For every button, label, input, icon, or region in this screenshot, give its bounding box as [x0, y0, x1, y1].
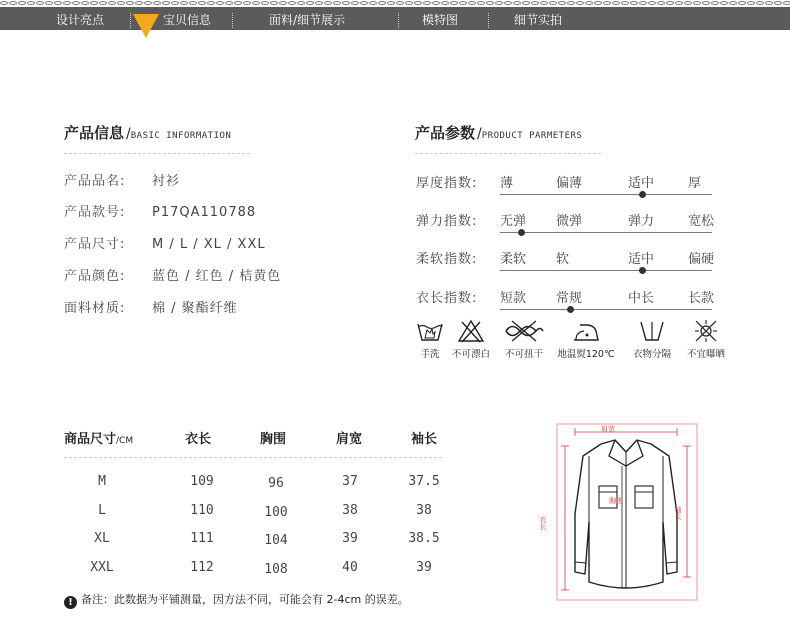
nav-tab-detail-photos[interactable]: 细节实拍 — [514, 13, 563, 27]
params-title: 产品参数 — [415, 124, 476, 142]
size-value: 96 — [268, 476, 284, 491]
info-row-name — [64, 170, 180, 189]
chain-link — [90, 1, 98, 5]
param-option: 宽松 — [688, 214, 715, 229]
chain-link — [378, 1, 386, 5]
chest-label: 胸围 — [609, 497, 623, 505]
chain-link — [189, 1, 197, 5]
info-label: 产品尺寸: — [64, 237, 126, 252]
chain-link — [243, 1, 251, 5]
size-value: 108 — [264, 562, 288, 577]
shirt-icon — [553, 422, 713, 602]
info-label: 产品品名: — [64, 174, 126, 189]
chain-link — [162, 1, 170, 5]
size-label: XL — [94, 531, 110, 546]
chain-link — [621, 1, 629, 5]
param-option: 长款 — [688, 291, 715, 306]
chain-link — [450, 1, 458, 5]
chain-link — [513, 1, 521, 5]
chain-link — [657, 1, 665, 5]
param-scale-line — [500, 270, 712, 271]
info-row-sku — [64, 201, 256, 220]
chain-link — [504, 1, 512, 5]
chain-link — [405, 1, 413, 5]
care-low-iron — [556, 318, 616, 360]
chain-link — [423, 1, 431, 5]
active-tab-indicator — [133, 14, 159, 38]
chain-link — [468, 1, 476, 5]
param-row — [416, 287, 721, 317]
care-caption: 不可漂白 — [451, 349, 490, 360]
param-option: 柔软 — [500, 252, 527, 267]
chain-link — [144, 1, 152, 5]
shirt-measurement-diagram — [539, 422, 713, 602]
params-title-en: PRODUCT PARMETERS — [481, 131, 583, 141]
chain-link — [522, 1, 530, 5]
top-navigation — [0, 0, 790, 30]
chain-link — [441, 1, 449, 5]
chain-link — [216, 1, 224, 5]
col-header-shoulder: 肩宽 — [336, 432, 363, 447]
chain-link — [45, 1, 53, 5]
chain-link — [675, 1, 683, 5]
param-label: 厚度指数: — [416, 176, 478, 191]
param-scale-line — [500, 232, 712, 233]
size-table-title-text: 商品尺寸 — [64, 432, 117, 447]
size-value: 111 — [190, 531, 214, 546]
param-scale-line — [500, 309, 712, 310]
size-label: XXL — [90, 560, 114, 575]
param-option: 中长 — [628, 291, 655, 306]
separate-wash-icon — [637, 318, 667, 344]
chain-link — [234, 1, 242, 5]
chain-link — [603, 1, 611, 5]
param-option: 无弹 — [500, 214, 527, 229]
low-iron-icon — [570, 318, 602, 344]
chain-link — [72, 1, 80, 5]
chain-link — [153, 1, 161, 5]
care-no-bleach — [441, 318, 501, 360]
param-option: 常规 — [556, 291, 583, 306]
chain-link — [594, 1, 602, 5]
chain-link — [495, 1, 503, 5]
info-value: P17QA110788 — [152, 205, 257, 220]
col-header-chest: 胸围 — [260, 432, 287, 447]
chain-link — [279, 1, 287, 5]
care-caption: 手洗 — [420, 349, 440, 360]
chain-link — [342, 1, 350, 5]
size-value: 37 — [342, 474, 358, 489]
size-value: 110 — [190, 503, 214, 518]
chain-link — [288, 1, 296, 5]
chain-link — [459, 1, 467, 5]
chain-link — [207, 1, 215, 5]
param-label: 柔软指数: — [416, 252, 478, 267]
param-scale-marker — [567, 306, 574, 313]
divider — [415, 153, 601, 154]
param-option: 弹力 — [628, 214, 655, 229]
nav-tab-fabric-detail[interactable]: 面料/细节展示 — [269, 13, 346, 27]
chain-link — [486, 1, 494, 5]
chain-link — [432, 1, 440, 5]
care-caption: 衣物分隔 — [632, 349, 671, 360]
size-value: 39 — [416, 560, 432, 575]
divider — [64, 457, 442, 458]
care-no-sun-dry — [676, 318, 736, 360]
size-value: 39 — [342, 531, 358, 546]
chain-link — [783, 1, 790, 5]
note-text: 备注：此数据为平铺测量，因方法不同，可能会有 2-4cm 的误差。 — [81, 593, 409, 606]
nav-tab-model[interactable]: 模特图 — [422, 13, 459, 27]
chain-link — [414, 1, 422, 5]
shoulder-label: 肩宽 — [601, 425, 615, 433]
chain-link — [531, 1, 539, 5]
chain-link — [99, 1, 107, 5]
chain-link — [729, 1, 737, 5]
chain-link — [108, 1, 116, 5]
param-option: 厚 — [688, 176, 702, 191]
chain-link — [81, 1, 89, 5]
chain-link — [0, 1, 8, 5]
info-label: 产品款号: — [64, 205, 126, 220]
chain-link — [18, 1, 26, 5]
size-value: 104 — [264, 533, 288, 548]
size-value: 38.5 — [408, 531, 440, 546]
chain-link — [324, 1, 332, 5]
chain-link — [54, 1, 62, 5]
size-value: 40 — [342, 560, 358, 575]
size-value: 38 — [342, 503, 358, 518]
param-row — [416, 172, 721, 202]
chain-link — [630, 1, 638, 5]
chain-link — [540, 1, 548, 5]
nav-divider — [130, 13, 131, 28]
nav-tab-product-info[interactable]: 宝贝信息 — [163, 13, 212, 27]
size-value: 100 — [264, 505, 288, 520]
chain-link — [9, 1, 17, 5]
chain-link — [198, 1, 206, 5]
chain-link — [585, 1, 593, 5]
info-title: 产品信息 — [64, 124, 125, 142]
param-scale-line — [500, 194, 712, 195]
chain-link — [63, 1, 71, 5]
info-row-size — [64, 233, 266, 252]
param-option: 薄 — [500, 176, 514, 191]
size-label: M — [98, 474, 106, 489]
no-sun-dry-icon — [691, 318, 721, 344]
chain-link — [477, 1, 485, 5]
size-value: 37.5 — [408, 474, 440, 489]
chain-link — [720, 1, 728, 5]
info-value: 衬衫 — [152, 174, 181, 189]
chain-link — [648, 1, 656, 5]
chain-link — [306, 1, 314, 5]
no-wring-icon — [502, 318, 546, 344]
param-row — [416, 210, 721, 240]
size-value: 109 — [190, 474, 214, 489]
nav-divider — [488, 13, 489, 28]
chain-link — [666, 1, 674, 5]
chain-link — [351, 1, 359, 5]
info-row-color — [64, 265, 281, 284]
care-no-wring — [494, 318, 554, 360]
care-caption: 地温熨120℃ — [557, 349, 615, 360]
chain-link — [396, 1, 404, 5]
no-bleach-icon — [456, 318, 486, 344]
chain-link — [27, 1, 35, 5]
nav-tab-design[interactable]: 设计亮点 — [56, 13, 105, 27]
chain-link — [702, 1, 710, 5]
nav-divider — [398, 13, 399, 28]
info-value: 蓝色 / 红色 / 桔黄色 — [152, 269, 282, 284]
care-separate-wash — [622, 318, 682, 360]
chain-link — [135, 1, 143, 5]
chain-link — [612, 1, 620, 5]
param-label: 衣长指数: — [416, 291, 478, 306]
chain-link — [171, 1, 179, 5]
chain-link — [558, 1, 566, 5]
chain-link — [738, 1, 746, 5]
chain-link — [297, 1, 305, 5]
divider — [64, 153, 250, 154]
chain-link — [225, 1, 233, 5]
col-header-length: 衣长 — [185, 432, 212, 447]
info-title-en: BASIC INFORMATION — [130, 131, 232, 141]
size-value: 112 — [190, 560, 214, 575]
chain-link — [261, 1, 269, 5]
length-label: 衣长 — [539, 516, 547, 530]
chain-border — [0, 0, 790, 7]
chain-link — [180, 1, 188, 5]
chain-link — [639, 1, 647, 5]
care-caption: 不宜曝晒 — [686, 349, 725, 360]
info-value: 棉 / 聚酯纤维 — [152, 301, 238, 316]
info-label: 面料材质: — [64, 301, 126, 316]
chain-link — [369, 1, 377, 5]
size-table-unit: /CM — [116, 436, 134, 446]
measurement-note — [64, 591, 409, 609]
col-header-sleeve: 袖长 — [411, 432, 438, 447]
chain-link — [36, 1, 44, 5]
chain-link — [756, 1, 764, 5]
nav-divider — [232, 13, 233, 28]
chain-link — [576, 1, 584, 5]
info-value: M / L / XL / XXL — [152, 237, 266, 252]
chain-link — [360, 1, 368, 5]
chain-link — [387, 1, 395, 5]
param-label: 弹力指数: — [416, 214, 478, 229]
chain-link — [684, 1, 692, 5]
info-row-material — [64, 297, 238, 316]
info-heading: 产品信息 /BASIC INFORMATION — [64, 124, 232, 142]
param-scale-marker — [518, 229, 525, 236]
chain-link — [693, 1, 701, 5]
param-option: 适中 — [628, 252, 655, 267]
info-label: 产品颜色: — [64, 269, 126, 284]
params-heading: 产品参数 /PRODUCT PARMETERS — [415, 124, 583, 142]
param-scale-marker — [639, 267, 646, 274]
param-scale-marker — [639, 191, 646, 198]
chain-link — [315, 1, 323, 5]
param-option: 偏薄 — [556, 176, 583, 191]
chain-link — [711, 1, 719, 5]
size-table-title — [64, 428, 133, 447]
sleeve-label: 袖长 — [674, 506, 682, 520]
param-option: 偏硬 — [688, 252, 715, 267]
chain-link — [252, 1, 260, 5]
chain-link — [765, 1, 773, 5]
param-option: 适中 — [628, 176, 655, 191]
param-option: 软 — [556, 252, 570, 267]
chain-link — [117, 1, 125, 5]
chain-link — [333, 1, 341, 5]
chain-link — [567, 1, 575, 5]
chain-link — [747, 1, 755, 5]
param-option: 短款 — [500, 291, 527, 306]
chain-link — [774, 1, 782, 5]
size-value: 38 — [416, 503, 432, 518]
care-caption: 不可扭干 — [504, 349, 543, 360]
size-label: L — [98, 503, 106, 518]
param-option: 微弹 — [556, 214, 583, 229]
param-row — [416, 248, 721, 278]
chain-link — [126, 1, 134, 5]
chain-link — [270, 1, 278, 5]
warning-icon: ! — [64, 596, 77, 609]
chain-link — [549, 1, 557, 5]
